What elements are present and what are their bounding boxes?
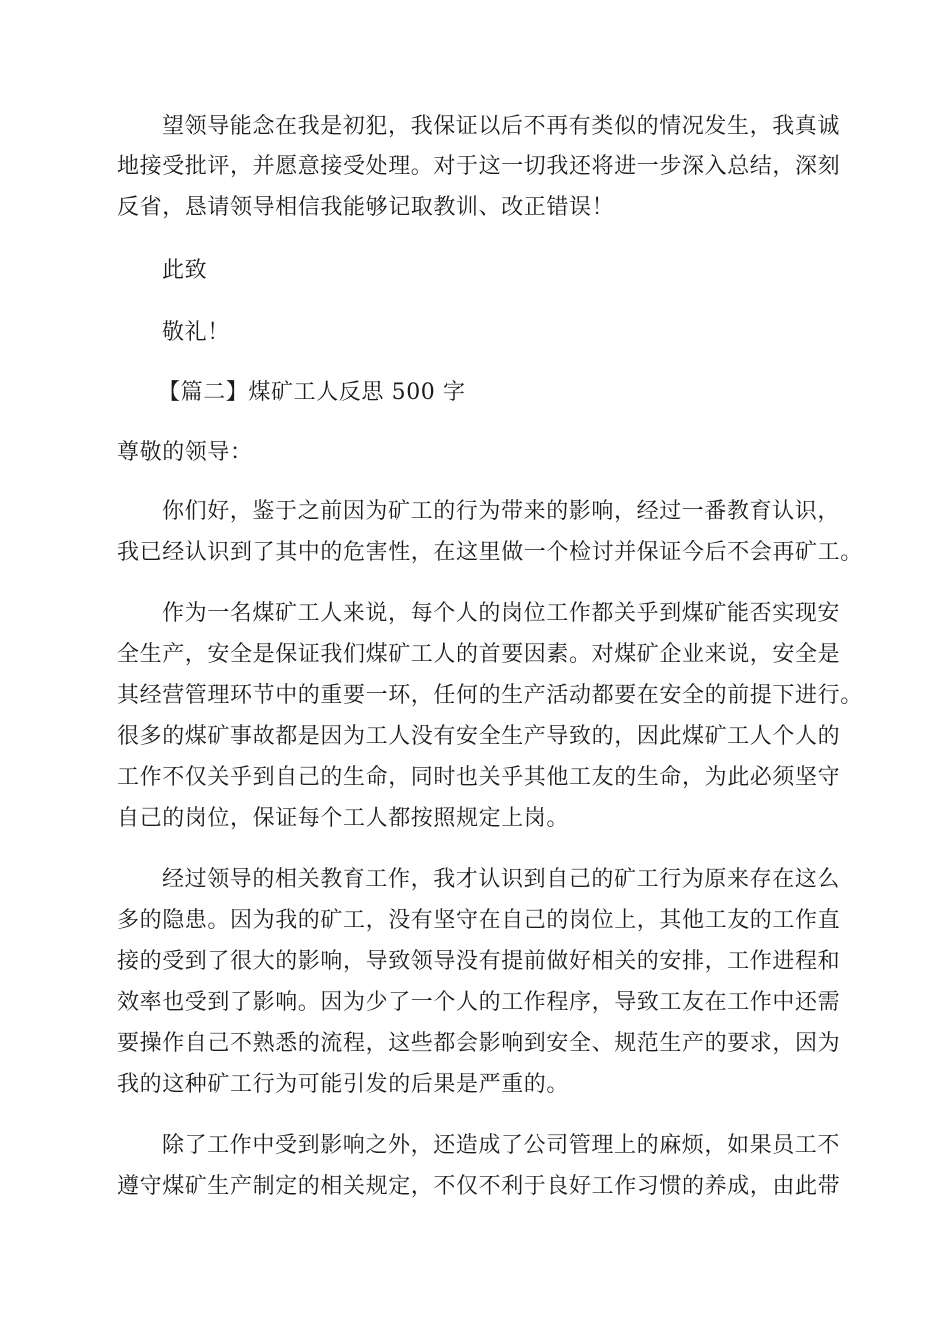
greeting: 尊敬的领导： xyxy=(117,440,253,465)
text-line: 很多的煤矿事故都是因为工人没有安全生产导致的，因此煤矿工人个人的 xyxy=(117,724,841,749)
text-line: 全生产，安全是保证我们煤矿工人的首要因素。对煤矿企业来说，安全是 xyxy=(117,642,841,667)
text-line: 自己的岗位，保证每个工人都按照规定上岗。 xyxy=(117,806,570,831)
closing-respect: 敬礼！ xyxy=(162,320,230,345)
text-line: 作为一名煤矿工人来说，每个人的岗位工作都关乎到煤矿能否实现安 xyxy=(162,601,841,626)
text-line: 望领导能念在我是初犯，我保证以后不再有类似的情况发生，我真诚 xyxy=(162,114,841,139)
text-line: 要操作自己不熟悉的流程，这些都会影响到安全、规范生产的要求，因为 xyxy=(117,1031,841,1056)
closing-salutation: 此致 xyxy=(162,258,208,283)
text-line: 工作不仅关乎到自己的生命，同时也关乎其他工友的生命，为此必须坚守 xyxy=(117,765,841,790)
text-line: 效率也受到了影响。因为少了一个人的工作程序，导致工友在工作中还需 xyxy=(117,990,841,1015)
text-line: 多的隐患。因为我的矿工，没有坚守在自己的岗位上，其他工友的工作直 xyxy=(117,908,841,933)
text-line: 反省，恳请领导相信我能够记取教训、改正错误！ xyxy=(117,195,615,220)
section-heading: 【篇二】煤矿工人反思 500 字 xyxy=(158,380,466,405)
text-line: 我的这种矿工行为可能引发的后果是严重的。 xyxy=(117,1072,570,1097)
text-line: 地接受批评，并愿意接受处理。对于这一切我还将进一步深入总结，深刻 xyxy=(117,154,841,179)
text-line: 其经营管理环节中的重要一环，任何的生产活动都要在安全的前提下进行。 xyxy=(117,683,863,708)
text-line: 你们好，鉴于之前因为矿工的行为带来的影响，经过一番教育认识， xyxy=(162,499,841,524)
text-line: 我已经认识到了其中的危害性，在这里做一个检讨并保证今后不会再矿工。 xyxy=(117,540,863,565)
text-line: 遵守煤矿生产制定的相关规定，不仅不利于良好工作习惯的养成，由此带 xyxy=(117,1174,841,1199)
text-line: 经过领导的相关教育工作，我才认识到自己的矿工行为原来存在这么 xyxy=(162,867,841,892)
text-line: 除了工作中受到影响之外，还造成了公司管理上的麻烦，如果员工不 xyxy=(162,1133,841,1158)
text-line: 接的受到了很大的影响，导致领导没有提前做好相关的安排，工作进程和 xyxy=(117,949,841,974)
